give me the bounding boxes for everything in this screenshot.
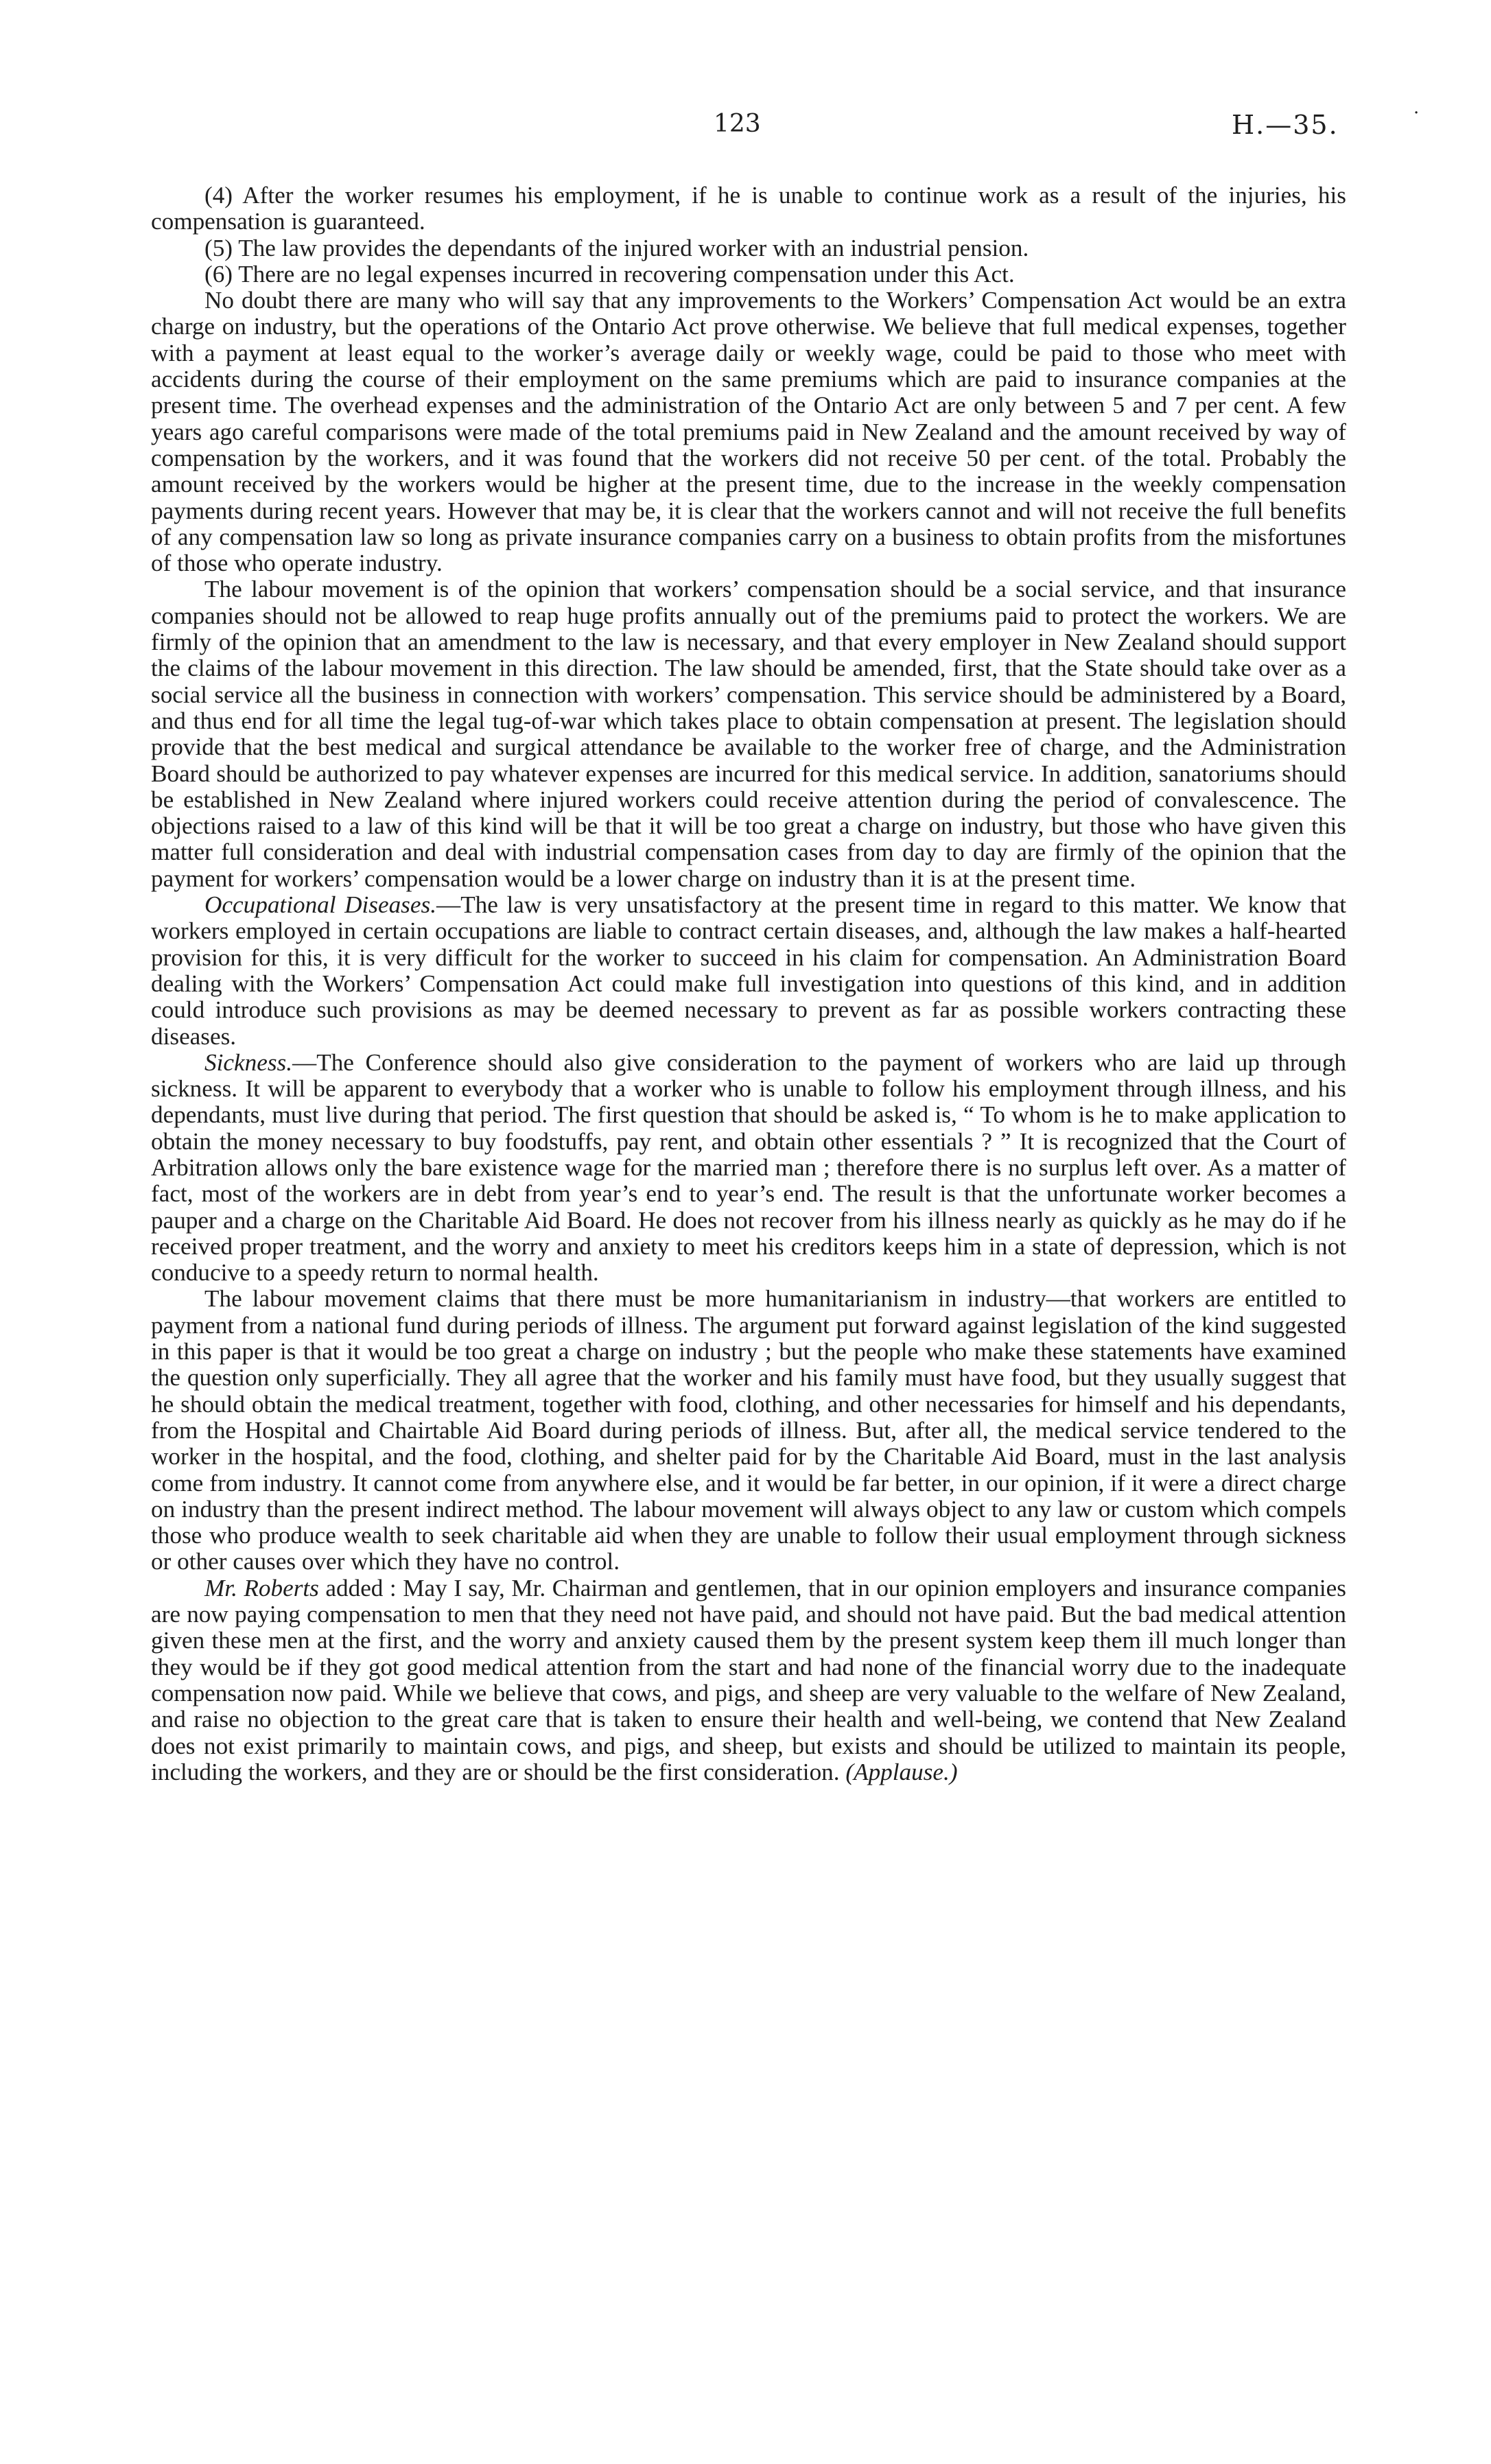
paragraph-humanitarianism	[151, 1286, 1346, 1575]
paragraph-text: The labour movement claims that there must be more humanitarianism in industry—that workers are entitled to payment from a national fund during periods of illness. The argument put forward against legislation of the kind suggested in this paper is that it would be too great a charge on industry ; but the people who make these statements have examined the question only superficially. They all agree that the worker and his family must have food, but they usually suggest that he should obtain the medical treatment, together with food, clothing, and other necessaries for himself and his dependants, from the Hospital and Chairtable Aid Board during periods of illness. But, after all, the medical service tendered to the worker in the hospital, and the food, clothing, and shelter paid for by the Charitable Aid Board, must in the last analysis come from industry. It cannot come from anywhere else, and it would be far better, in our opinion, if it were a direct charge on industry than the present indirect method. The labour movement will always object to any law or custom which compels those who produce wealth to seek charitable aid when they are unable to follow their usual employment through sickness or other causes over which they have no control.	[151, 1285, 1346, 1575]
paragraph-6	[151, 261, 1346, 288]
paragraph-sickness	[151, 1050, 1346, 1287]
applause-note: (Applause.)	[845, 1758, 958, 1785]
page-number: 123	[714, 110, 761, 138]
paragraph-text: added : May I say, Mr. Chairman and gentlemen, that in our opinion employers and insurance companies are now paying compensation to men that they need not have paid, and should not have paid. But the bad medical attention given these men at the first, and the worry and anxiety caused them by the present system keep them ill much longer than they would be if they got good medical attention from the start and had none of the financial worry due to the inadequate compensation now paid. While we believe that cows, and pigs, and sheep are very valuable to the welfare of New Zealand, and raise no objection to the great care that is taken to ensure their health and well-being, we contend that New Zealand does not exist primarily to maintain cows, and pigs, and sheep, but exists and should be utilized to maintain its people, including the workers, and they are or should be the first consideration.	[151, 1574, 1346, 1785]
section-heading: Sickness.	[204, 1048, 293, 1076]
body-text	[151, 183, 1346, 1785]
paragraph-text: —The Conference should also give consideration to the payment of workers who are laid up through sickness. It will be apparent to everybody that a worker who is unable to follow his employment through illness, and his dependants, must live during that period. The first question that should be asked is, “ To whom is he to make application to obtain the money necessary to buy foodstuffs, pay rent, and obtain other essentials ? ” It is recognized that the Court of Arbitration allows only the bare existence wage for the married man ; therefore there is no surplus left over. As a matter of fact, most of the workers are in debt from year’s end to year’s end. The result is that the unfortunate worker becomes a pauper and a charge on the Charitable Aid Board. He does not recover from his illness nearly as quickly as he may do if he received proper treatment, and the worry and anxiety to meet his creditors keeps him in a state of depression, which is not conducive to a speedy return to normal health.	[151, 1048, 1346, 1287]
paragraph-text: No doubt there are many who will say that any improvements to the Workers’ Compensation Act would be an extra charge on industry, but the operations of the Ontario Act prove otherwise. We believe that full medical expenses, together with a payment at least equal to the worker’s average daily or weekly wage, could be paid to those who meet with accidents during the course of their employment on the same premiums which are paid to insurance companies at the present time. The overhead expenses and the administration of the Ontario Act are only between 5 and 7 per cent. A few years ago careful comparisons were made of the total premiums paid in New Zealand and the amount received by way of compensation by the workers, and it was found that the workers did not receive 50 per cent. of the total. Probably the amount received by the workers would be higher at the present time, due to the increase in the weekly compensation payments during recent years. However that may be, it is clear that the workers cannot and will not receive the full benefits of any compensation law so long as private insurance companies carry on a business to obtain profits from the misfortunes of those who operate industry.	[151, 287, 1346, 577]
paragraph-text: (6) There are no legal expenses incurred in recovering compensation under this Act.	[204, 260, 1015, 288]
paragraph-social-service	[151, 576, 1346, 892]
paragraph-5	[151, 235, 1346, 261]
speaker-name: Mr. Roberts	[204, 1574, 319, 1601]
paragraph-text: The labour movement is of the opinion that workers’ compensation should be a social service, and that insurance companies should not be allowed to reap huge profits annually out of the premiums paid to protect the workers. We are firmly of the opinion that an amendment to the law is necessary, and that every employer in New Zealand should support the claims of the labour movement in this direction. The law should be amended, first, that the State should take over as a social service all the business in connection with workers’ compensation. This service should be administered by a Board, and thus end for all time the legal tug-of-war which takes place to obtain compensation at present. The legislation should provide that the best medical and surgical attendance be available to the worker free of charge, and the Administration Board should be authorized to pay whatever expenses are incurred for this medical service. In addition, sanatoriums should be established in New Zealand where injured workers could receive attention during the period of convalescence. The objections raised to a law of this kind will be that it will be too great a charge on industry, but those who have given this matter full consideration and deal with industrial compensation cases from day to day are firmly of the opinion that the payment for workers’ compensation would be a lower charge on industry than it is at the present time.	[151, 576, 1346, 892]
paragraph-4	[151, 183, 1346, 235]
paragraph-text: (4) After the worker resumes his employment, if he is unable to continue work as a result of the injuries, his compensation is guaranteed.	[151, 182, 1346, 235]
paragraph-text: —The law is very unsatisfactory at the present time in regard to this matter. We know that workers employed in certain occupations are liable to contract certain diseases, and, although the law makes a half-hearted provision for this, it is very difficult for the worker to succeed in his claim for compensation. An Administration Board dealing with the Workers’ Compensation Act could make full investigation into questions of this kind, and in addition could introduce such provisions as may be deemed necessary to prevent as far as possible workers contracting these diseases.	[151, 891, 1347, 1050]
header-mark: ·	[1413, 103, 1420, 124]
paragraph-ontario-act	[151, 288, 1346, 576]
paragraph-occupational-diseases	[151, 892, 1346, 1050]
page-header	[0, 103, 1491, 151]
document-reference: H.—35.	[1232, 110, 1339, 140]
paragraph-text: (5) The law provides the dependants of the injured worker with an industrial pension.	[204, 234, 1029, 261]
paragraph-mr-roberts	[151, 1575, 1346, 1785]
section-heading: Occupational Diseases.	[204, 891, 436, 919]
